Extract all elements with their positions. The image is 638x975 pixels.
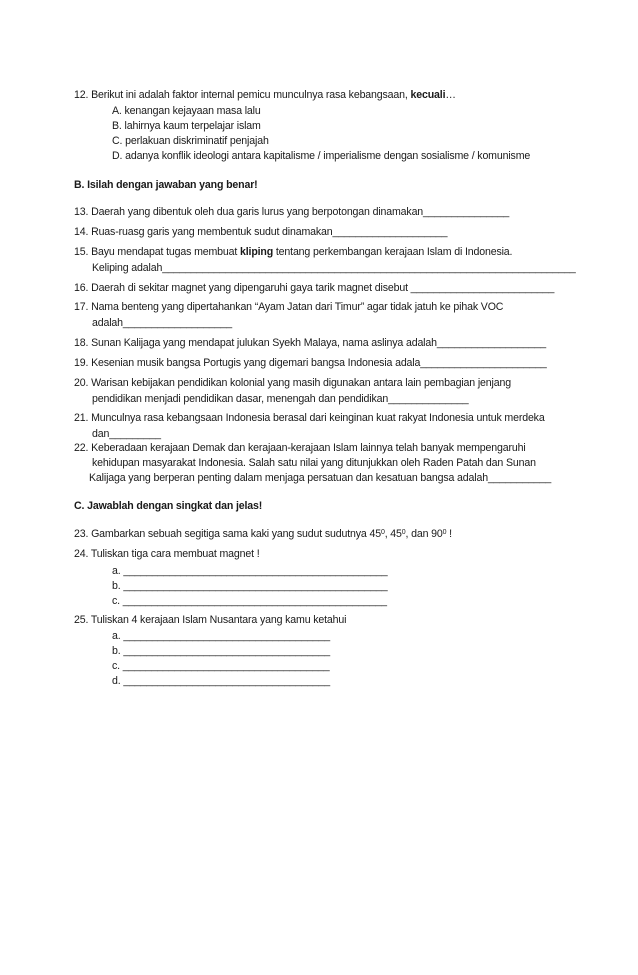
question-25-blank-b[interactable]: b. ____________________________________ — [112, 645, 331, 657]
question-16: 16. Daerah di sekitar magnet yang dipengaruhi gaya tarik magnet disebut _________________________ — [74, 282, 555, 294]
question-25: 25. Tuliskan 4 kerajaan Islam Nusantara yang kamu ketahui — [74, 614, 347, 626]
degree-mark: 0 — [380, 529, 385, 536]
question-13: 13. Daerah yang dibentuk oleh dua garis lurus yang berpotongan dinamakan_______________ — [74, 206, 510, 218]
question-12-option-b: B. lahirnya kaum terpelajar islam — [112, 120, 261, 132]
question-23 — [74, 528, 452, 541]
degree-mark: 0 — [442, 529, 447, 536]
question-12-text: 12. Berikut ini adalah faktor internal pemicu munculnya rasa kebangsaan, — [74, 89, 411, 101]
question-24-blank-b[interactable]: b. ______________________________________________ — [112, 580, 388, 592]
question-22-line-2: kehidupan masyarakat Indonesia. Salah satu nilai yang ditunjukkan oleh Raden Patah dan Sunan — [92, 457, 536, 469]
question-20-line-2: pendidikan menjadi pendidikan dasar, menengah dan pendidikan______________ — [92, 393, 469, 405]
question-22-line-1: 22. Keberadaan kerajaan Demak dan kerajaan-kerajaan Islam lainnya telah banyak mempengaruhi — [74, 442, 526, 454]
question-24: 24. Tuliskan tiga cara membuat magnet ! — [74, 548, 260, 560]
question-23-text: 23. Gambarkan sebuah segitiga sama kaki yang sudut sudutnya 45 — [74, 528, 381, 540]
question-15-line-2: Keliping adalah________________________________________________________________________ — [92, 262, 576, 274]
section-b-title: B. Isilah dengan jawaban yang benar! — [74, 179, 258, 191]
question-25-blank-a[interactable]: a. ____________________________________ — [112, 630, 331, 642]
question-23-angle-3: , dan 90 — [405, 528, 443, 540]
question-12-ellipsis: … — [445, 89, 456, 101]
question-19: 19. Kesenian musik bangsa Portugis yang digemari bangsa Indonesia adala______________________ — [74, 357, 547, 369]
question-12-option-a: A. kenangan kejayaan masa lalu — [112, 105, 261, 117]
question-12-option-c: C. perlakuan diskriminatif penjajah — [112, 135, 269, 147]
question-18: 18. Sunan Kalijaga yang mendapat julukan Syekh Malaya, nama aslinya adalah___________________ — [74, 337, 546, 349]
question-15-keyword: kliping — [239, 246, 274, 258]
section-c-title: C. Jawablah dengan singkat dan jelas! — [74, 500, 263, 512]
question-25-blank-d[interactable]: d. ____________________________________ — [112, 675, 331, 687]
question-15-text-end: tentang perkembangan kerajaan Islam di Indonesia. — [273, 246, 513, 258]
question-20-line-1: 20. Warisan kebijakan pendidikan kolonial yang masih digunakan antara lain pembagian jenjang — [74, 377, 511, 389]
question-21-line-2: dan_________ — [92, 428, 161, 440]
question-23-end: ! — [446, 528, 452, 540]
question-15-text: 15. Bayu mendapat tugas membuat — [74, 246, 240, 258]
degree-mark: 0 — [401, 529, 406, 536]
question-17-line-1: 17. Nama benteng yang dipertahankan “Ayam Jatan dari Timur” agar tidak jatuh ke pihak VOC — [74, 301, 504, 313]
question-15-line-1 — [74, 246, 512, 259]
question-14: 14. Ruas-ruasg garis yang membentuk sudut dinamakan____________________ — [74, 226, 448, 238]
question-12-option-d: D. adanya konflik ideologi antara kapitalisme / imperialisme dengan sosialisme / komunisme — [112, 150, 531, 162]
question-24-blank-a[interactable]: a. ______________________________________________ — [112, 565, 388, 577]
question-22-line-3: Kalijaga yang berperan penting dalam menjaga persatuan dan kesatuan bangsa adalah___________ — [89, 472, 552, 484]
question-12 — [74, 89, 456, 102]
question-21-line-1: 21. Munculnya rasa kebangsaan Indonesia berasal dari keinginan kuat rakyat Indonesia untuk merdeka — [74, 412, 545, 424]
question-17-line-2: adalah___________________ — [92, 317, 233, 329]
question-12-keyword: kecuali — [410, 89, 446, 101]
question-24-blank-c[interactable]: c. ______________________________________________ — [112, 595, 387, 607]
question-25-blank-c[interactable]: c. ____________________________________ — [112, 660, 330, 672]
question-23-angle-2: , 45 — [384, 528, 402, 540]
